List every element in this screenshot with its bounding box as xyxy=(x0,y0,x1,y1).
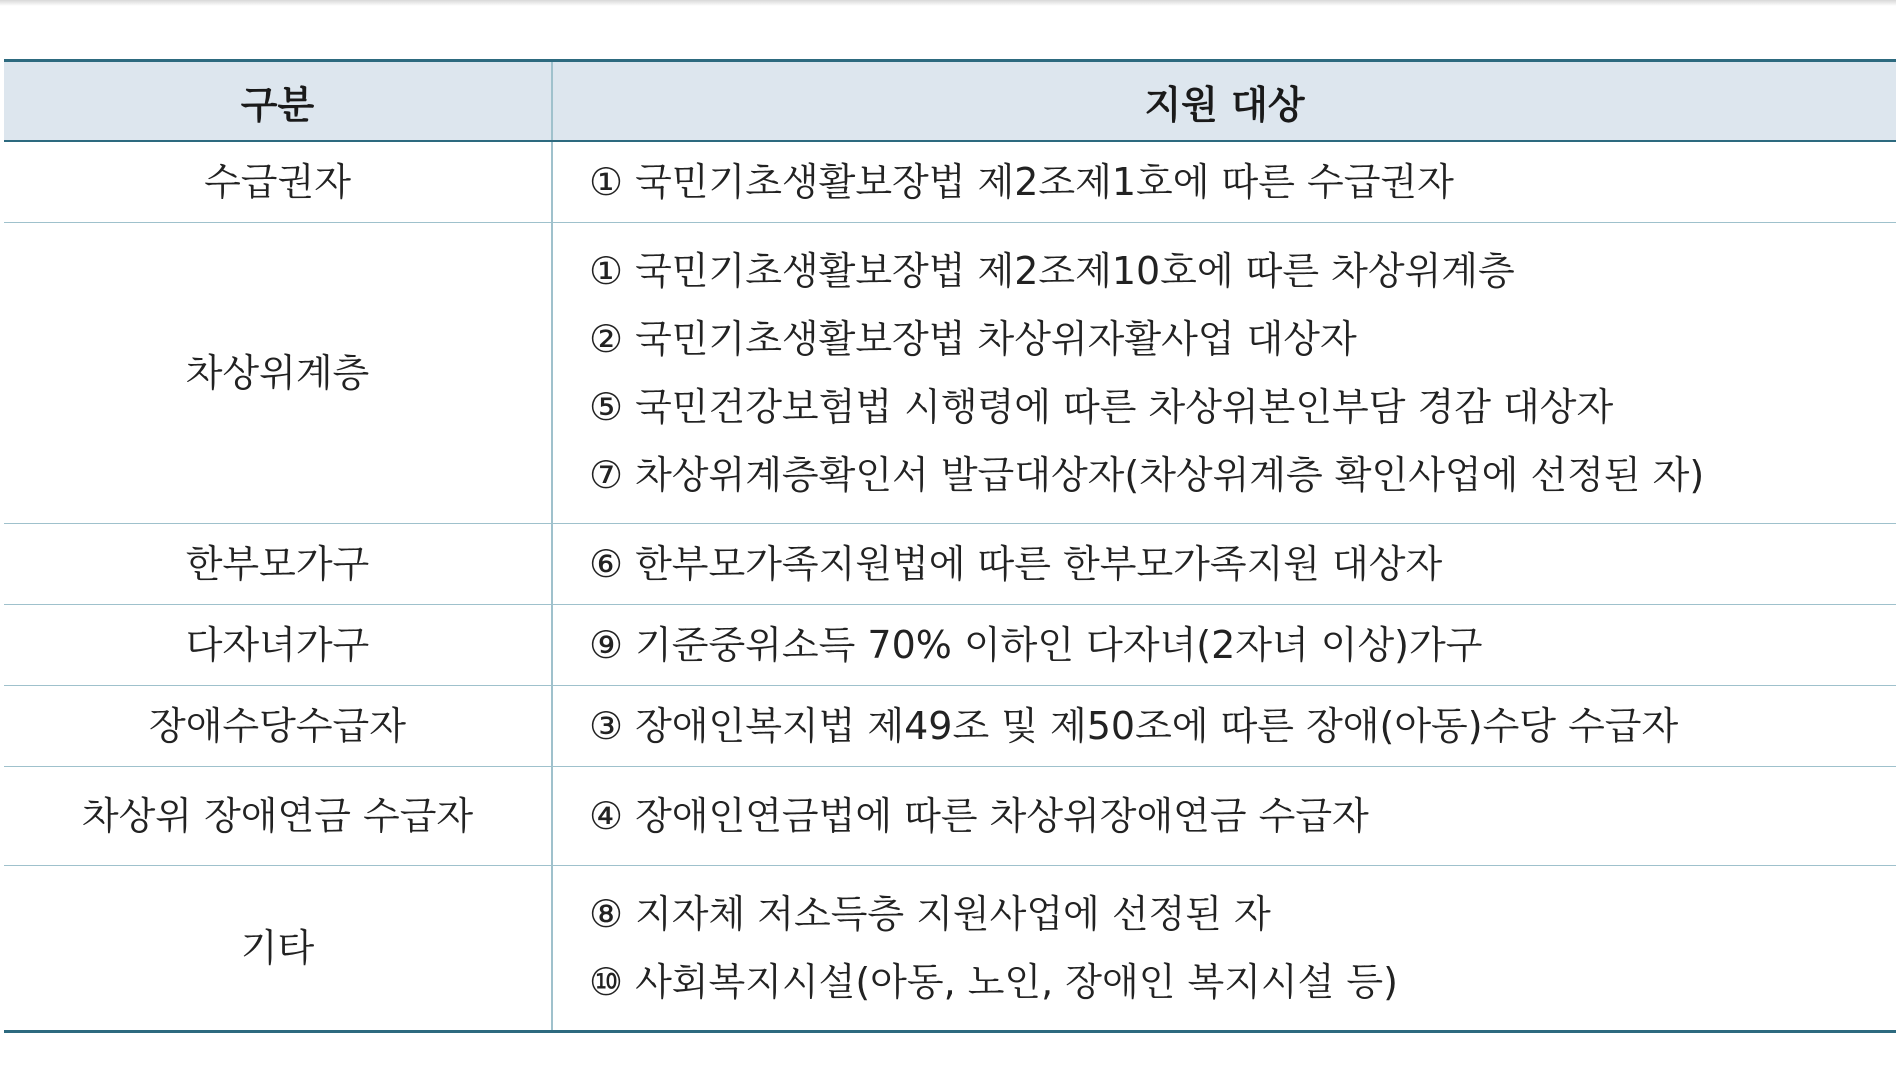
row-category: 차상위 장애연금 수급자 xyxy=(4,767,552,866)
table-row xyxy=(4,866,1896,1032)
item-text: 국민기초생활보장법 차상위자활사업 대상자 xyxy=(635,317,1357,361)
table-row xyxy=(4,686,1896,767)
header-category: 구분 xyxy=(4,61,552,142)
row-category: 기타 xyxy=(4,866,552,1032)
row-category: 한부모가구 xyxy=(4,524,552,605)
item-text: 장애인복지법 제49조 및 제50조에 따른 장애(아동)수당 수급자 xyxy=(635,704,1679,748)
item-text: 한부모가족지원법에 따른 한부모가족지원 대상자 xyxy=(635,542,1443,586)
target-item xyxy=(589,373,1896,441)
item-number: ③ xyxy=(589,704,624,748)
item-text: 차상위계층확인서 발급대상자(차상위계층 확인사업에 선정된 자) xyxy=(635,453,1705,497)
table-row xyxy=(4,141,1896,223)
item-number: ① xyxy=(589,160,624,204)
row-category: 장애수당수급자 xyxy=(4,686,552,767)
item-number: ⑩ xyxy=(589,960,624,1004)
table-row xyxy=(4,223,1896,524)
target-item xyxy=(589,782,1896,850)
item-number: ⑧ xyxy=(589,892,624,936)
page-top-edge xyxy=(0,0,1896,6)
table-row xyxy=(4,605,1896,686)
row-category: 다자녀가구 xyxy=(4,605,552,686)
row-targets xyxy=(552,767,1896,866)
target-item xyxy=(589,441,1896,509)
item-text: 국민기초생활보장법 제2조제1호에 따른 수급권자 xyxy=(635,160,1454,204)
item-text: 국민건강보험법 시행령에 따른 차상위본인부담 경감 대상자 xyxy=(635,385,1614,429)
item-number: ⑥ xyxy=(589,542,624,586)
item-text: 장애인연금법에 따른 차상위장애연금 수급자 xyxy=(635,794,1369,838)
item-number: ④ xyxy=(589,794,624,838)
row-category: 차상위계층 xyxy=(4,223,552,524)
item-number: ⑦ xyxy=(589,453,624,497)
row-targets xyxy=(552,605,1896,686)
target-item xyxy=(589,692,1896,760)
target-item xyxy=(589,237,1896,305)
table-header-row xyxy=(4,61,1896,142)
target-item xyxy=(589,611,1896,679)
target-item xyxy=(589,880,1896,948)
support-target-table xyxy=(4,59,1896,1033)
target-item xyxy=(589,305,1896,373)
target-item xyxy=(589,948,1896,1016)
row-targets xyxy=(552,223,1896,524)
row-targets xyxy=(552,141,1896,223)
row-targets xyxy=(552,524,1896,605)
item-number: ① xyxy=(589,249,624,293)
table-row xyxy=(4,767,1896,866)
item-number: ② xyxy=(589,317,624,361)
table-row xyxy=(4,524,1896,605)
row-category: 수급권자 xyxy=(4,141,552,223)
row-targets xyxy=(552,866,1896,1032)
item-text: 사회복지시설(아동, 노인, 장애인 복지시설 등) xyxy=(635,960,1398,1004)
item-text: 지자체 저소득층 지원사업에 선정된 자 xyxy=(635,892,1271,936)
item-number: ⑤ xyxy=(589,385,624,429)
target-item xyxy=(589,148,1896,216)
row-targets xyxy=(552,686,1896,767)
item-text: 기준중위소득 70% 이하인 다자녀(2자녀 이상)가구 xyxy=(635,623,1483,667)
item-number: ⑨ xyxy=(589,623,624,667)
header-target: 지원 대상 xyxy=(552,61,1896,142)
target-item xyxy=(589,530,1896,598)
item-text: 국민기초생활보장법 제2조제10호에 따른 차상위계층 xyxy=(635,249,1515,293)
